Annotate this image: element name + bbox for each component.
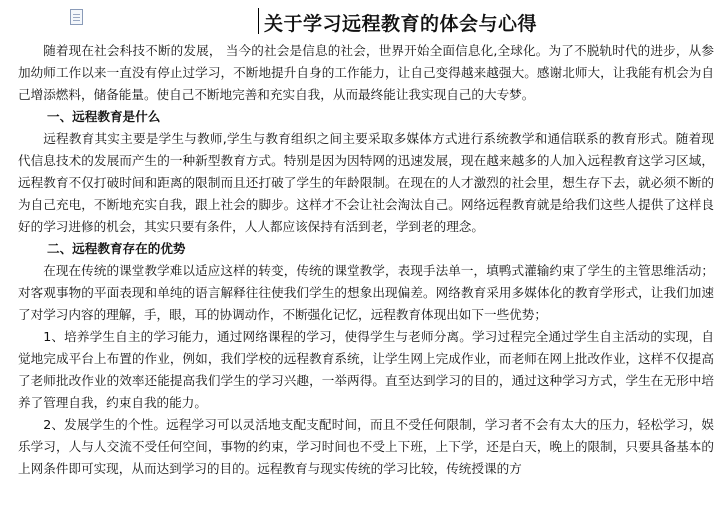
intro-paragraph[interactable]: 随着现在社会科技不断的发展， 当今的社会是信息的社会，世界开始全面信息化,全球化。为了不脱轨时代的进步，从参加幼师工作以来一直没有停止过学习，不断地提升自身的工作能力，让自己变得越来越强大。感谢北师大，让我能有机会为自己增添燃料，储备能量。使自己不断地完善和充实自我，从而最终能让我实现自己的大专梦。	[18, 43, 714, 102]
section1-paragraph[interactable]: 远程教育其实主要是学生与教师,学生与教育组织之间主要采取多媒体方式进行系统教学和通信联系的教育形式。随着现代信息技术的发展而产生的一种新型教育方式。特别是因为因特网的迅速发展，现在越来越多的人加入远程教育这学习区域，远程教育不仅打破时间和距离的限制而且还打破了学生的年龄限制。在现在的人才激烈的社会里，想生存下去，就必须不断的为自己充电，不断地充实自我，跟上社会的脚步。这样才不会让社会淘汰自己。网络远程教育就是给我们这些人提供了这样良好的学习进修的机会，其实只要有条件，人人都应该保持有活到老，学到老的理念。	[18, 131, 714, 234]
advantage-point-2[interactable]: 2、发展学生的个性。远程学习可以灵活地支配支配时间，而且不受任何限制，学习者不会有太大的压力，轻松学习，娱乐学习，人与人交流不受任何空间，事物的约束，学习时间也不受上下班，上下学，还是白天，晚上的限制，只要具备基本的上网条件即可实现，从而达到学习的目的。远程教育与现实传统的学习比较，传统授课的方	[18, 417, 714, 476]
advantage-point-1[interactable]: 1、培养学生自主的学习能力，通过网络课程的学习，使得学生与老师分离。学习过程完全通过学生自主活动的实现，自觉地完成平台上布置的作业，例如，我们学校的远程教育系统，让学生网上完成作业，而老师在网上批改作业，这样不仅提高了老师批改作业的效率还能提高我们学生的学习兴趣，一举两得。直至达到学习的目的，通过这种学习方式，学生在无形中培养了管理自我，约束自我的能力。	[18, 329, 714, 410]
document-title[interactable]: 关于学习远程教育的体会与心得	[264, 13, 538, 35]
section-heading-advantages[interactable]: 二、远程教育存在的优势	[46, 241, 186, 256]
document-icon	[70, 9, 83, 25]
section-heading-what-is-distance-education[interactable]: 一、远程教育是什么	[46, 109, 161, 124]
text-cursor	[258, 8, 259, 34]
section2-paragraph[interactable]: 在现在传统的课堂教学难以适应这样的转变，传统的课堂教学，表现手法单一，填鸭式灌输约束了学生的主管思维活动；对客观事物的平面表现和单纯的语言解释往往使我们学生的想象出现偏差。网络教育采用多媒体化的教育学形式，让我们加速了对学习内容的理解，手，眼，耳的协调动作，不断强化记忆，远程教育体现出如下一些优势；	[18, 263, 714, 322]
